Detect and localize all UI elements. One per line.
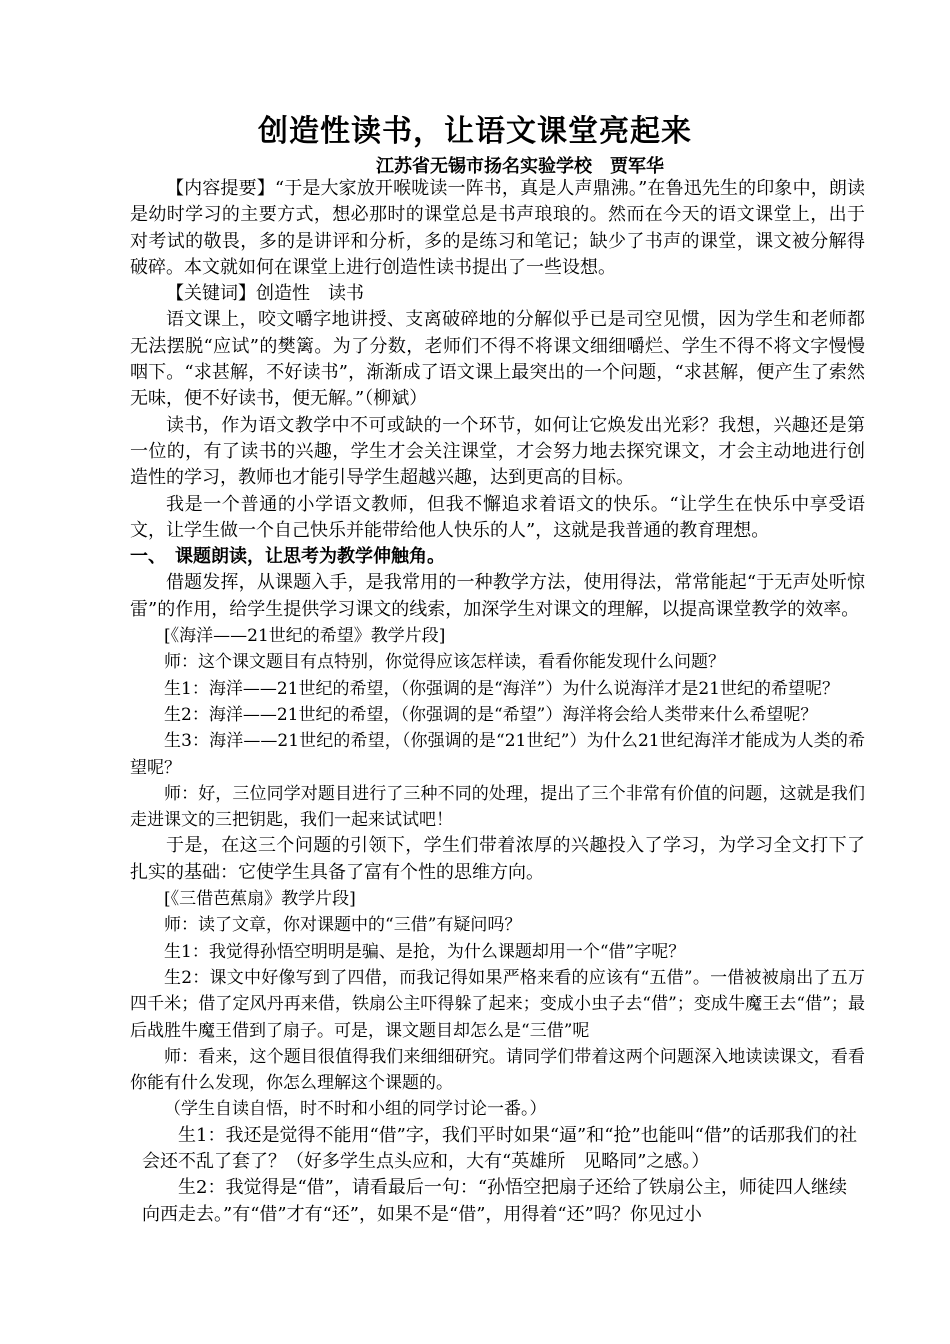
body-paragraph: 于是，在这三个问题的引领下，学生们带着浓厚的兴趣投入了学习，为学习全文打下了扎实的基础：它使学生具备了富有个性的思维方向。 (130, 835, 865, 883)
body-paragraph: [《海洋——21世纪的希望》教学片段] (164, 626, 446, 647)
body-paragraph: 生2：课文中好像写到了四借，而我记得如果严格来看的应该有“五借”。一借被被扇出了五万四千米；借了定风丹再来借，铁扇公主吓得躲了起来；变成小虫子去“借”；变成牛魔王去“借”；最后战胜牛魔王借到了扇子。可是，课文题目却怎么是“三借”呢 (130, 967, 865, 1041)
body-paragraph: [《三借芭蕉扇》教学片段] (164, 889, 356, 910)
body-paragraph: 师：好，三位同学对题目进行了三种不同的处理，提出了三个非常有价值的问题，这就是我们走进课文的三把钥匙，我们一起来试试吧！ (130, 783, 865, 831)
body-paragraph: 【关键词】创造性 读书 (166, 283, 364, 305)
body-paragraph: 生2：海洋——21世纪的希望，（你强调的是“希望”）海洋将会给人类带来什么希望呢？ (164, 704, 818, 725)
body-paragraph: 【内容提要】“于是大家放开喉咙读一阵书，真是人声鼎沸。”在鲁迅先生的印象中，朗读是幼时学习的主要方式，想必那时的课堂总是书声琅琅的。然而在今天的语文课堂上，出于对考试的敬畏，多的是讲评和分析，多的是练习和笔记；缺少了书声的课堂，课文被分解得破碎。本文就如何在课堂上进行创造性读书提出了一些设想。 (130, 178, 865, 278)
body-paragraph: 生1：海洋——21世纪的希望，（你强调的是“海洋”）为什么说海洋才是21世纪的希望呢？ (164, 678, 839, 699)
body-paragraph: 生3：海洋——21世纪的希望，（你强调的是“21世纪”）为什么21世纪海洋才能成为人类的希望呢？ (130, 731, 865, 778)
body-paragraph: 师：看来，这个题目很值得我们来细细研究。请同学们带着这两个问题深入地读读课文，看看你能有什么发现，你怎么理解这个课题的。 (130, 1046, 865, 1094)
body-paragraph: 生2：我觉得是“借”，请看最后一句：“孙悟空把扇子还给了铁扇公主，师徒四人继续向西走去。”有“借”才有“还”，如果不是“借”，用得着“还”吗？你见过小 (142, 1177, 848, 1225)
document-title: 创造性读书，让语文课堂亮起来 (258, 114, 692, 149)
body-paragraph: 我是一个普通的小学语文教师，但我不懈追求着语文的快乐。“让学生在快乐中享受语文，让学生做一个自己快乐并能带给他人快乐的人”，这就是我普通的教育理想。 (130, 493, 865, 541)
document-author: 江苏省无锡市扬名实验学校 贾军华 (376, 156, 664, 177)
body-paragraph: 生1：我觉得孙悟空明明是骗、是抢，为什么课题却用一个“借”字呢？ (164, 941, 686, 962)
document-body (130, 176, 865, 1228)
body-paragraph: 师：读了文章，你对课题中的“三借”有疑问吗？ (164, 915, 522, 936)
body-paragraph: 语文课上，咬文嚼字地讲授、支离破碎地的分解似乎已是司空见惯，因为学生和老师都无法摆脱“应试”的樊篱。为了分数，老师们不得不将课文细细嚼烂、学生不得不将文字慢慢咽下。“求甚解，不好读书”，渐渐成了语文课上最突出的一个问题，“求甚解，便产生了索然无味，便不好读书，便无解。”（柳斌） (130, 309, 865, 410)
body-paragraph: 师：这个课文题目有点特别，你觉得应该怎样读，看看你能发现什么问题？ (164, 652, 725, 673)
section-heading: 一、 课题朗读，让思考为教学伸触角。 (130, 546, 445, 568)
body-paragraph: 借题发挥，从课题入手，是我常用的一种教学方法，使用得法，常常能起“于无声处听惊雷”的作用，给学生提供学习课文的线索，加深学生对课文的理解，以提高课堂教学的效率。 (130, 572, 865, 620)
body-paragraph: 读书，作为语文教学中不可或缺的一个环节，如何让它焕发出光彩？我想，兴趣还是第一位的，有了读书的兴趣，学生才会关注课堂，才会努力地去探究课文，才会主动地进行创造性的学习，教师也才能引导学生超越兴趣，达到更高的目标。 (130, 414, 865, 489)
body-paragraph: 生1：我还是觉得不能用“借”字，我们平时如果“逼”和“抢”也能叫“借”的话那我们的社会还不乱了套了？（好多学生点头应和，大有“英雄所 见略同”之感。） (142, 1124, 858, 1172)
body-paragraph: （学生自读自悟，时不时和小组的同学讨论一番。） (164, 1099, 547, 1120)
